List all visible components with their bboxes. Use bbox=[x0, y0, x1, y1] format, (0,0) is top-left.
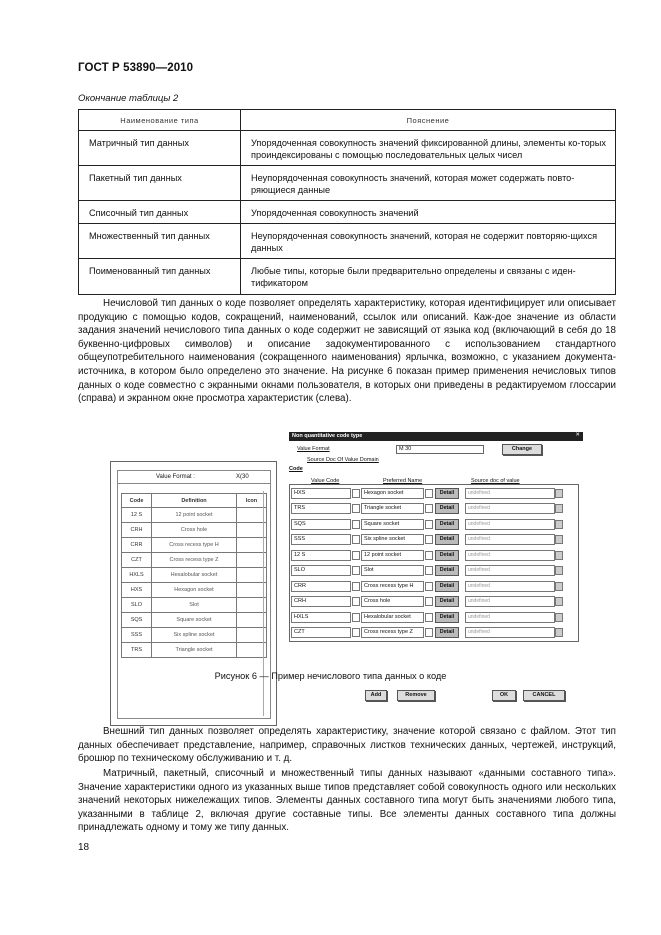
type-name: Списочный тип данных bbox=[79, 201, 241, 224]
icon-cell bbox=[237, 538, 267, 553]
detail-button[interactable]: Detail bbox=[435, 488, 459, 499]
checkbox[interactable] bbox=[425, 613, 433, 622]
col-value-code: Value Code bbox=[311, 478, 340, 484]
table-row bbox=[79, 131, 616, 166]
column-header-name: Наименование типа bbox=[79, 110, 241, 131]
code-cell: CRR bbox=[122, 538, 152, 553]
preferred-name-field[interactable]: Triangle socket bbox=[361, 503, 424, 514]
table-row[interactable] bbox=[122, 508, 267, 523]
window-titlebar bbox=[289, 432, 583, 441]
table-caption: Окончание таблицы 2 bbox=[78, 93, 179, 104]
table-row bbox=[290, 487, 578, 499]
source-doc-field[interactable]: undefined bbox=[465, 550, 555, 561]
dropdown-button[interactable] bbox=[555, 566, 563, 575]
detail-button[interactable]: Detail bbox=[435, 565, 459, 576]
detail-button[interactable]: Detail bbox=[435, 612, 459, 623]
icon-cell bbox=[237, 583, 267, 598]
icon-cell bbox=[237, 628, 267, 643]
checkbox[interactable] bbox=[425, 520, 433, 529]
definition-cell: Hexalobular socket bbox=[152, 568, 237, 583]
preferred-name-field[interactable]: Square socket bbox=[361, 519, 424, 530]
type-explanation: Любые типы, которые были предварительно определены и связаны с иден-тификатором bbox=[241, 259, 616, 295]
source-doc-field[interactable]: undefined bbox=[465, 596, 555, 607]
source-doc-field[interactable]: undefined bbox=[465, 534, 555, 545]
checkbox[interactable] bbox=[425, 504, 433, 513]
value-code-field[interactable]: HXLS bbox=[291, 612, 351, 623]
detail-button[interactable]: Detail bbox=[435, 581, 459, 592]
icon-cell bbox=[237, 613, 267, 628]
icon-cell bbox=[237, 568, 267, 583]
preferred-name-field[interactable]: 12 point socket bbox=[361, 550, 424, 561]
checkbox[interactable] bbox=[425, 566, 433, 575]
checkbox[interactable] bbox=[425, 628, 433, 637]
value-code-field[interactable]: CRR bbox=[291, 581, 351, 592]
add-button[interactable]: Add bbox=[365, 690, 387, 701]
code-cell: SQS bbox=[122, 613, 152, 628]
value-code-field[interactable]: HXS bbox=[291, 488, 351, 499]
value-format-bar bbox=[118, 471, 270, 484]
definition-cell: Triangle socket bbox=[152, 643, 237, 658]
cancel-button[interactable]: CANCEL bbox=[523, 690, 565, 701]
paragraph-composite: Матричный, пакетный, списочный и множественный типы данных называют «данными составного типа». Значение характеристики одного из указанных выше типов представляет собой совокупность одного или нескольких значений некоторых нижележащих типов. Элементы данных составного типа могут быть значениями любого типа, указанными в таблице 2, включая другие составные типы. Все элементы данных составного типа должны принадлежать одному и тому же типу данных. bbox=[78, 768, 616, 834]
checkbox[interactable] bbox=[352, 489, 360, 498]
type-name: Поименованный тип данных bbox=[79, 259, 241, 295]
preferred-name-field[interactable]: Six spline socket bbox=[361, 534, 424, 545]
col-code: Code bbox=[122, 494, 152, 508]
table-row[interactable] bbox=[122, 568, 267, 583]
preferred-name-field[interactable]: Hexagon socket bbox=[361, 488, 424, 499]
table-row bbox=[290, 611, 578, 623]
code-cell: 12 S bbox=[122, 508, 152, 523]
table-row bbox=[290, 580, 578, 592]
preferred-name-field[interactable]: Cross hole bbox=[361, 596, 424, 607]
code-cell: TRS bbox=[122, 643, 152, 658]
table-row bbox=[79, 201, 616, 224]
definition-cell: Cross recess type Z bbox=[152, 553, 237, 568]
code-cell: CRH bbox=[122, 523, 152, 538]
dropdown-button[interactable] bbox=[555, 489, 563, 498]
table-row[interactable] bbox=[122, 628, 267, 643]
type-name: Матричный тип данных bbox=[79, 131, 241, 166]
dropdown-button[interactable] bbox=[555, 535, 563, 544]
detail-button[interactable]: Detail bbox=[435, 503, 459, 514]
code-cell: HXS bbox=[122, 583, 152, 598]
page-number: 18 bbox=[78, 842, 90, 853]
value-code-field[interactable]: CRH bbox=[291, 596, 351, 607]
checkbox[interactable] bbox=[352, 597, 360, 606]
remove-button[interactable]: Remove bbox=[397, 690, 435, 701]
definition-cell: Six spline socket bbox=[152, 628, 237, 643]
icon-cell bbox=[237, 643, 267, 658]
type-name: Пакетный тип данных bbox=[79, 166, 241, 201]
dropdown-button[interactable] bbox=[555, 613, 563, 622]
data-types-table bbox=[78, 109, 616, 295]
definition-cell: 12 point socket bbox=[152, 508, 237, 523]
value-code-field[interactable]: SQS bbox=[291, 519, 351, 530]
change-button[interactable]: Change bbox=[502, 444, 542, 455]
close-icon[interactable]: ✕ bbox=[575, 432, 580, 438]
preferred-name-field[interactable]: Slot bbox=[361, 565, 424, 576]
preferred-name-field[interactable]: Cross recess type Z bbox=[361, 627, 424, 638]
value-format-field[interactable]: M 30 bbox=[396, 445, 484, 454]
value-code-field[interactable]: 12 S bbox=[291, 550, 351, 561]
type-explanation: Неупорядоченная совокупность значений, которая может содержать повто-ряющиеся данные bbox=[241, 166, 616, 201]
table-row bbox=[290, 626, 578, 638]
dropdown-button[interactable] bbox=[555, 597, 563, 606]
type-explanation: Упорядоченная совокупность значений фиксированной длины, элементы ко-торых проиндексированы с помощью последовательных целых чисел bbox=[241, 131, 616, 166]
scrollbar[interactable] bbox=[263, 491, 268, 716]
value-format-label: Value Format bbox=[297, 446, 330, 452]
code-cell: CZT bbox=[122, 553, 152, 568]
col-definition: Definition bbox=[152, 494, 237, 508]
type-explanation: Неупорядоченная совокупность значений, которая не содержит повторяю-щихся данных bbox=[241, 224, 616, 259]
col-source-doc: Source doc of value bbox=[471, 478, 520, 484]
value-code-field[interactable]: CZT bbox=[291, 627, 351, 638]
table-row bbox=[290, 502, 578, 514]
detail-button[interactable]: Detail bbox=[435, 519, 459, 530]
table-row[interactable] bbox=[122, 538, 267, 553]
source-doc-field[interactable]: undefined bbox=[465, 581, 555, 592]
table-row[interactable] bbox=[122, 583, 267, 598]
value-code-field[interactable]: TRS bbox=[291, 503, 351, 514]
characteristic-view-window bbox=[110, 461, 277, 726]
code-cell: SLO bbox=[122, 598, 152, 613]
value-format-value: X(30 bbox=[236, 474, 249, 480]
table-row[interactable] bbox=[122, 613, 267, 628]
code-grid bbox=[121, 493, 267, 658]
table-row[interactable] bbox=[122, 523, 267, 538]
icon-cell bbox=[237, 598, 267, 613]
type-explanation: Упорядоченная совокупность значений bbox=[241, 201, 616, 224]
preferred-name-field[interactable]: Cross recess type H bbox=[361, 581, 424, 592]
code-cell: SSS bbox=[122, 628, 152, 643]
source-doc-field[interactable]: undefined bbox=[465, 519, 555, 530]
table-row bbox=[290, 549, 578, 561]
dropdown-button[interactable] bbox=[555, 551, 563, 560]
checkbox[interactable] bbox=[352, 613, 360, 622]
source-doc-field[interactable]: undefined bbox=[465, 488, 555, 499]
document-header: ГОСТ Р 53890—2010 bbox=[78, 62, 194, 74]
table-row bbox=[290, 564, 578, 576]
definition-cell: Cross hole bbox=[152, 523, 237, 538]
table-row bbox=[290, 518, 578, 530]
checkbox[interactable] bbox=[425, 535, 433, 544]
code-cell: HXLS bbox=[122, 568, 152, 583]
table-row[interactable] bbox=[122, 643, 267, 658]
col-preferred-name: Preferred Name bbox=[383, 478, 423, 484]
checkbox[interactable] bbox=[425, 489, 433, 498]
dropdown-button[interactable] bbox=[555, 520, 563, 529]
table-row[interactable] bbox=[122, 598, 267, 613]
detail-button[interactable]: Detail bbox=[435, 627, 459, 638]
checkbox[interactable] bbox=[425, 582, 433, 591]
figure-caption: Рисунок 6 — Пример нечислового типа данных о коде bbox=[214, 671, 447, 681]
value-code-field[interactable]: SSS bbox=[291, 534, 351, 545]
source-doc-field[interactable]: undefined bbox=[465, 503, 555, 514]
table-row[interactable] bbox=[122, 553, 267, 568]
detail-button[interactable]: Detail bbox=[435, 534, 459, 545]
checkbox[interactable] bbox=[352, 551, 360, 560]
source-doc-label: Source Doc Of Value Domain bbox=[307, 457, 379, 463]
value-code-grid bbox=[289, 484, 579, 642]
value-code-field[interactable]: SLO bbox=[291, 565, 351, 576]
source-doc-field[interactable]: undefined bbox=[465, 627, 555, 638]
column-header-explanation: Пояснение bbox=[241, 110, 616, 131]
checkbox[interactable] bbox=[352, 535, 360, 544]
definition-cell: Hexagon socket bbox=[152, 583, 237, 598]
table-row bbox=[79, 259, 616, 295]
table-row bbox=[79, 224, 616, 259]
icon-cell bbox=[237, 553, 267, 568]
definition-cell: Square socket bbox=[152, 613, 237, 628]
glossary-edit-window bbox=[289, 432, 583, 706]
table-row bbox=[290, 533, 578, 545]
checkbox[interactable] bbox=[352, 582, 360, 591]
checkbox[interactable] bbox=[352, 566, 360, 575]
type-name: Множественный тип данных bbox=[79, 224, 241, 259]
preferred-name-field[interactable]: Hexalobular socket bbox=[361, 612, 424, 623]
value-format-label: Value Format : bbox=[156, 474, 195, 480]
source-doc-field[interactable]: undefined bbox=[465, 565, 555, 576]
source-doc-field[interactable]: undefined bbox=[465, 612, 555, 623]
checkbox[interactable] bbox=[352, 504, 360, 513]
characteristic-panel bbox=[117, 470, 271, 719]
checkbox[interactable] bbox=[352, 520, 360, 529]
detail-button[interactable]: Detail bbox=[435, 550, 459, 561]
icon-cell bbox=[237, 508, 267, 523]
dropdown-button[interactable] bbox=[555, 582, 563, 591]
dropdown-button[interactable] bbox=[555, 628, 563, 637]
definition-cell: Slot bbox=[152, 598, 237, 613]
col-icon: Icon bbox=[237, 494, 267, 508]
checkbox[interactable] bbox=[425, 551, 433, 560]
checkbox[interactable] bbox=[425, 597, 433, 606]
dropdown-button[interactable] bbox=[555, 504, 563, 513]
ok-button[interactable]: OK bbox=[492, 690, 516, 701]
table-row bbox=[79, 166, 616, 201]
code-label: Code bbox=[289, 466, 303, 472]
paragraph-nonnumeric: Нечисловой тип данных о коде позволяет определять характеристику, которая идентифицирует или описывает продукцию с помощью кодов, сокращений, наименований, ссылок или описаний. Каж-дое значение из области задания значений нечислового типа данных о коде содержит не зависящий от языка код (включающий в себя до 18 буквенно-цифровых символов) и описание задокументированного с использованием стандартного общеупотребительного наименования (сокращенного наименования) ярлычка, возможно, с указанием документа-источника, в котором было определено это значение. На рисунке 6 показан пример применения нечисловых типов данных о коде совместно с экранными окнами пользователя, в которых они приведены в редактируемом глоссарии (справа) и экранном окне просмотра характеристик (слева). bbox=[78, 298, 616, 405]
table-row bbox=[290, 595, 578, 607]
window-title: Non quantitative code type bbox=[292, 433, 363, 439]
detail-button[interactable]: Detail bbox=[435, 596, 459, 607]
icon-cell bbox=[237, 523, 267, 538]
checkbox[interactable] bbox=[352, 628, 360, 637]
paragraph-external: Внешний тип данных позволяет определять характеристику, значение которой связано с файлом. Этот тип данных обеспечивает представление, например, справочных листков технических данных, чертежей, инструкций, брошюр по техническому обслуживанию и т. д. bbox=[78, 726, 616, 765]
definition-cell: Cross recess type H bbox=[152, 538, 237, 553]
